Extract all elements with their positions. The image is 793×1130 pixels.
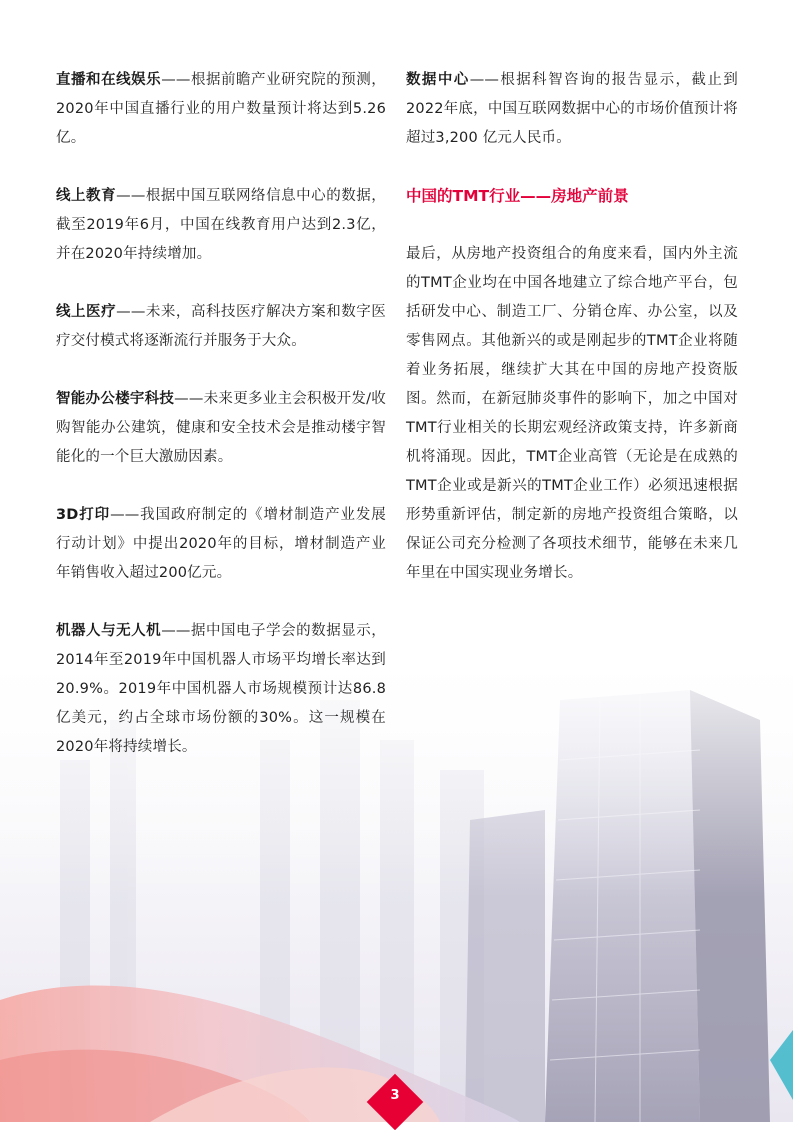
section-heading: 中国的TMT行业——房地产前景 <box>406 187 629 205</box>
em-dash: —— <box>116 188 146 204</box>
term-data-center: 数据中心 <box>406 72 470 88</box>
page-number: 3 <box>390 1088 400 1103</box>
paragraph-3d-printing <box>56 501 386 588</box>
paragraph-text: 根据前瞻产业研究院的预测，2020年中国直播行业的用户数量预计将达到5.26亿。 <box>56 72 386 146</box>
paragraph-text: 根据科智咨询的报告显示，截止到2022年底，中国互联网数据中心的市场价值预计将超过3,200 亿元人民币。 <box>406 72 738 146</box>
em-dash: —— <box>161 623 191 639</box>
paragraph-text: 据中国电子学会的数据显示，2014年至2019年中国机器人市场平均增长率达到20.9%。2019年中国机器人市场规模预计达86.8亿美元，约占全球市场份额的30%。这一规模在2020年将持续增长。 <box>56 623 386 755</box>
paragraph-smart-office <box>56 385 386 472</box>
em-dash: —— <box>116 304 146 320</box>
paragraph-text: 未来，高科技医疗解决方案和数字医疗交付模式将逐渐流行并服务于大众。 <box>56 304 386 349</box>
term-live-streaming: 直播和在线娱乐 <box>56 72 162 88</box>
em-dash: —— <box>174 391 204 407</box>
right-column <box>406 66 738 617</box>
em-dash: —— <box>110 507 140 523</box>
term-online-healthcare: 线上医疗 <box>56 304 117 320</box>
paragraph-text: 根据中国互联网络信息中心的数据，截至2019年6月，中国在线教育用户达到2.3亿，并在2020年持续增加。 <box>56 188 386 262</box>
paragraph-text: 我国政府制定的《增材制造产业发展行动计划》中提出2020年的目标，增材制造产业年销售收入超过200亿元。 <box>56 507 386 581</box>
paragraph-online-education <box>56 182 386 269</box>
paragraph-text: 未来更多业主会积极开发/收购智能办公建筑，健康和安全技术会是推动楼宇智能化的一个巨大激励因素。 <box>56 391 386 465</box>
paragraph-data-center <box>406 66 738 153</box>
term-smart-office: 智能办公楼宇科技 <box>56 391 175 407</box>
term-3d-printing: 3D打印 <box>56 507 111 523</box>
paragraph-live-streaming <box>56 66 386 153</box>
em-dash: —— <box>161 72 191 88</box>
paragraph-real-estate-outlook: 最后，从房地产投资组合的角度来看，国内外主流的TMT企业均在中国各地建立了综合地产平台，包括研发中心、制造工厂、分销仓库、办公室，以及零售网点。其他新兴的或是刚起步的TMT企业将随着业务拓展，继续扩大其在中国的房地产投资版图。然而，在新冠肺炎事件的影响下，加之中国对TMT行业相关的长期宏观经济政策支持，许多新商机将涌现。因此，TMT企业高管（无论是在成熟的TMT企业或是新兴的TMT企业工作）必须迅速根据形势重新评估，制定新的房地产投资组合策略，以保证公司充分检测了各项技术细节，能够在未来几年里在中国实现业务增长。 <box>406 246 738 581</box>
term-robots-drones: 机器人与无人机 <box>56 623 162 639</box>
term-online-education: 线上教育 <box>56 188 117 204</box>
left-column <box>56 66 386 791</box>
paragraph-robots-drones <box>56 617 386 762</box>
paragraph-online-healthcare <box>56 298 386 356</box>
em-dash: —— <box>469 72 500 88</box>
